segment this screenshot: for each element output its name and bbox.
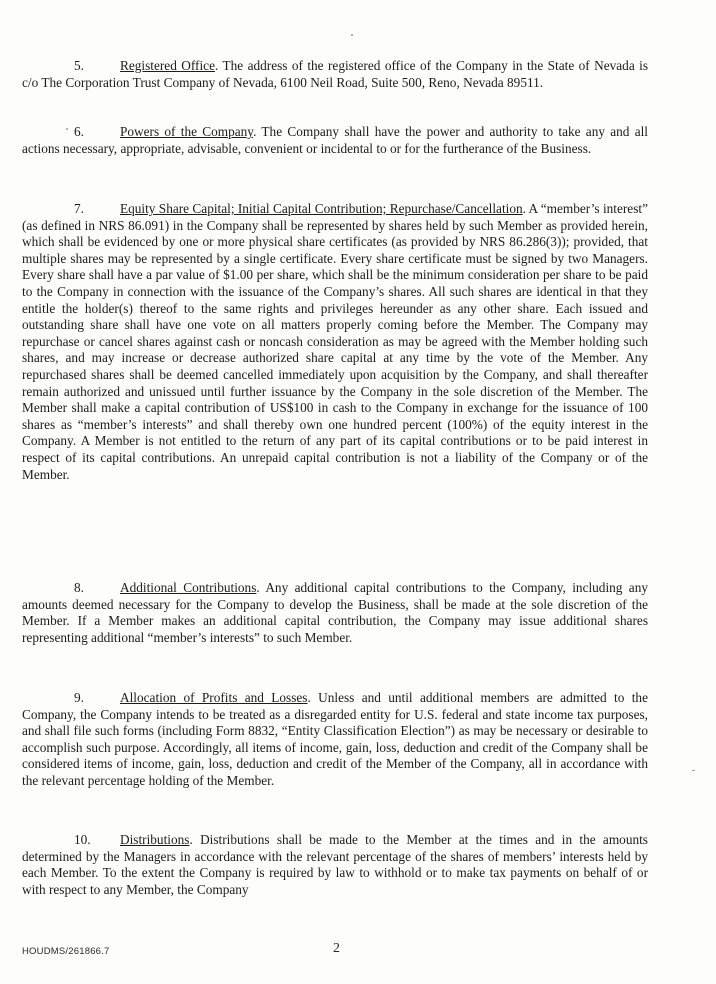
scan-speck <box>351 34 353 36</box>
section-heading: Additional Contributions <box>120 580 257 595</box>
section-body: . The Company shall have the power and authority to take any and all actions necessary, appropriate, advisable, convenient or incidental to or for the furtherance of the Business. <box>22 124 648 156</box>
footer-page-number: 2 <box>333 941 340 956</box>
section-registered-office <box>22 58 648 91</box>
section-heading: Allocation of Profits and Losses <box>120 690 308 705</box>
section-body: . A “member’s interest” (as defined in NRS 86.091) in the Company shall be represented by shares held by such Member as provided herein, which shall be evidenced by one or more physical share certificates (as provided by NRS 86.286(3)); provided, that multiple shares may be represented by a single certificate. Every share certificate must be signed by two Managers. Every share shall have a par value of $1.00 per share, which shall be the minimum consideration per share to be paid to the Company in connection with the issuance of the Company’s shares. All such shares are identical in that they entitle the holder(s) thereof to the same rights and privileges hereunder as any other share. Each issued and outstanding share shall have one vote on all matters properly coming before the Member. The Company may repurchase or cancel shares against cash or noncash consideration as may be agreed with the Member holding such shares, and may increase or decrease authorized share capital at any time by the vote of the Member. Any repurchased shares shall be deemed cancelled immediately upon acquisition by the Company, and shall thereafter remain authorized and unissued until further issuance by the Company in the sole discretion of the Member. The Member shall make a capital contribution of US$100 in cash to the Company in exchange for the issuance of 100 shares as “member’s interests” and shall thereby own one hundred percent (100%) of the equity interest in the Company. A Member is not entitled to the return of any part of its capital contributions or to be paid interest in respect of its capital contributions. An unrepaid capital contribution is not a liability of the Company or of the Member. <box>22 201 648 482</box>
section-allocation-profits-losses <box>22 690 648 790</box>
section-heading: Equity Share Capital; Initial Capital Contribution; Repurchase/Cancellation <box>120 201 523 216</box>
section-heading: Registered Office <box>120 58 215 73</box>
section-body: . Unless and until additional members are admitted to the Company, the Company intends to be treated as a disregarded entity for U.S. federal and state income tax purposes, and shall file such forms (including Form 8832, “Entity Classification Election”) as may be necessary or desirable to accomplish such purpose. Accordingly, all items of income, gain, loss, deduction and credit of the Company shall be considered items of income, gain, loss, deduction and credit of the Member of the Company, all in accordance with the relevant percentage holding of the Member. <box>22 690 648 788</box>
section-powers-of-company <box>22 124 648 157</box>
section-number: 6. <box>74 124 84 139</box>
section-body: . Any additional capital contributions to the Company, including any amounts deemed necessary for the Company to develop the Business, shall be made at the sole discretion of the Member. If a Member makes an additional capital contribution, the Company may issue additional shares representing additional “member’s interests” to such Member. <box>22 580 648 645</box>
section-heading: Powers of the Company <box>120 124 254 139</box>
section-distributions <box>22 832 648 898</box>
section-number: 9. <box>74 690 84 705</box>
section-number: 8. <box>74 580 84 595</box>
section-additional-contributions <box>22 580 648 646</box>
section-body: . Distributions shall be made to the Member at the times and in the amounts determined by the Managers in accordance with the relevant percentage of the shares of members’ interests held by each Member. To the extent the Company is required by law to withhold or to make tax payments on behalf of or with respect to any Member, the Company <box>22 832 648 897</box>
section-equity-share-capital <box>22 201 648 483</box>
section-body: . The address of the registered office of the Company in the State of Nevada is c/o The Corporation Trust Company of Nevada, 6100 Neil Road, Suite 500, Reno, Nevada 89511. <box>22 58 648 90</box>
section-number: 7. <box>74 201 84 216</box>
section-number: 5. <box>74 58 84 73</box>
scan-speck <box>692 770 695 771</box>
section-number: 10. <box>74 832 91 847</box>
footer-document-id: HOUDMS/261866.7 <box>22 946 110 957</box>
section-heading: Distributions <box>120 832 190 847</box>
